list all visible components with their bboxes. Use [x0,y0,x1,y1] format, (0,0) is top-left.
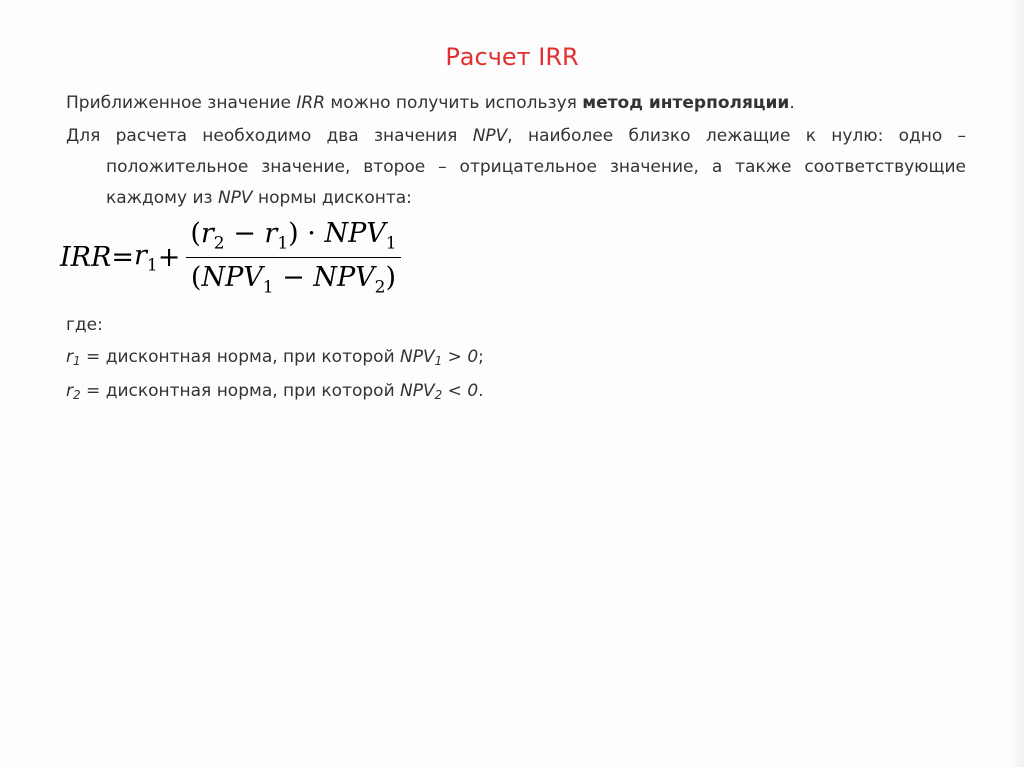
p1-method-bold: метод интерполяции [582,93,790,113]
p1-irr: IRR [296,93,326,113]
formula-plus: + [157,242,181,274]
formula-lhs: IRR [60,242,112,274]
formula-fraction [186,218,400,298]
r2-definition: $r_2$ = дисконтная норма, при которой $NPV_2 < 0$. [66,381,484,402]
paragraph-interpolation [66,88,966,118]
formula-r1: $r_1$ [133,240,158,276]
p1-text-start: Приближенное значение [66,93,297,113]
formula-numerator: $(r_2 - r_1) \cdot NPV_1$ [186,218,400,258]
p2-npv-2: NPV [217,188,253,208]
formula-equals: = [111,242,134,274]
p1-text-mid: можно получить используя [325,93,583,113]
where-label: где: [66,315,103,335]
formula-denominator: $(NPV_1 - NPV_2)$ [190,262,397,298]
irr-formula [60,218,401,298]
paragraph-npv-requirements [66,121,967,214]
p2-text-mid: , наиболее близко лежащие к нулю: одно – положительное значение, второе – отрицательное значение, а также соответствующие каждому из [106,126,967,208]
r1-definition: $r_1$ = дисконтная норма, при которой $NPV_1 > 0$; [66,347,484,368]
p2-npv: NPV [472,126,508,146]
p2-text-end: нормы дисконта: [252,188,412,208]
p2-text-start: Для расчета необходимо два значения [66,126,473,146]
slide-title: Расчет IRR [445,43,579,71]
p1-text-end: . [789,93,795,113]
